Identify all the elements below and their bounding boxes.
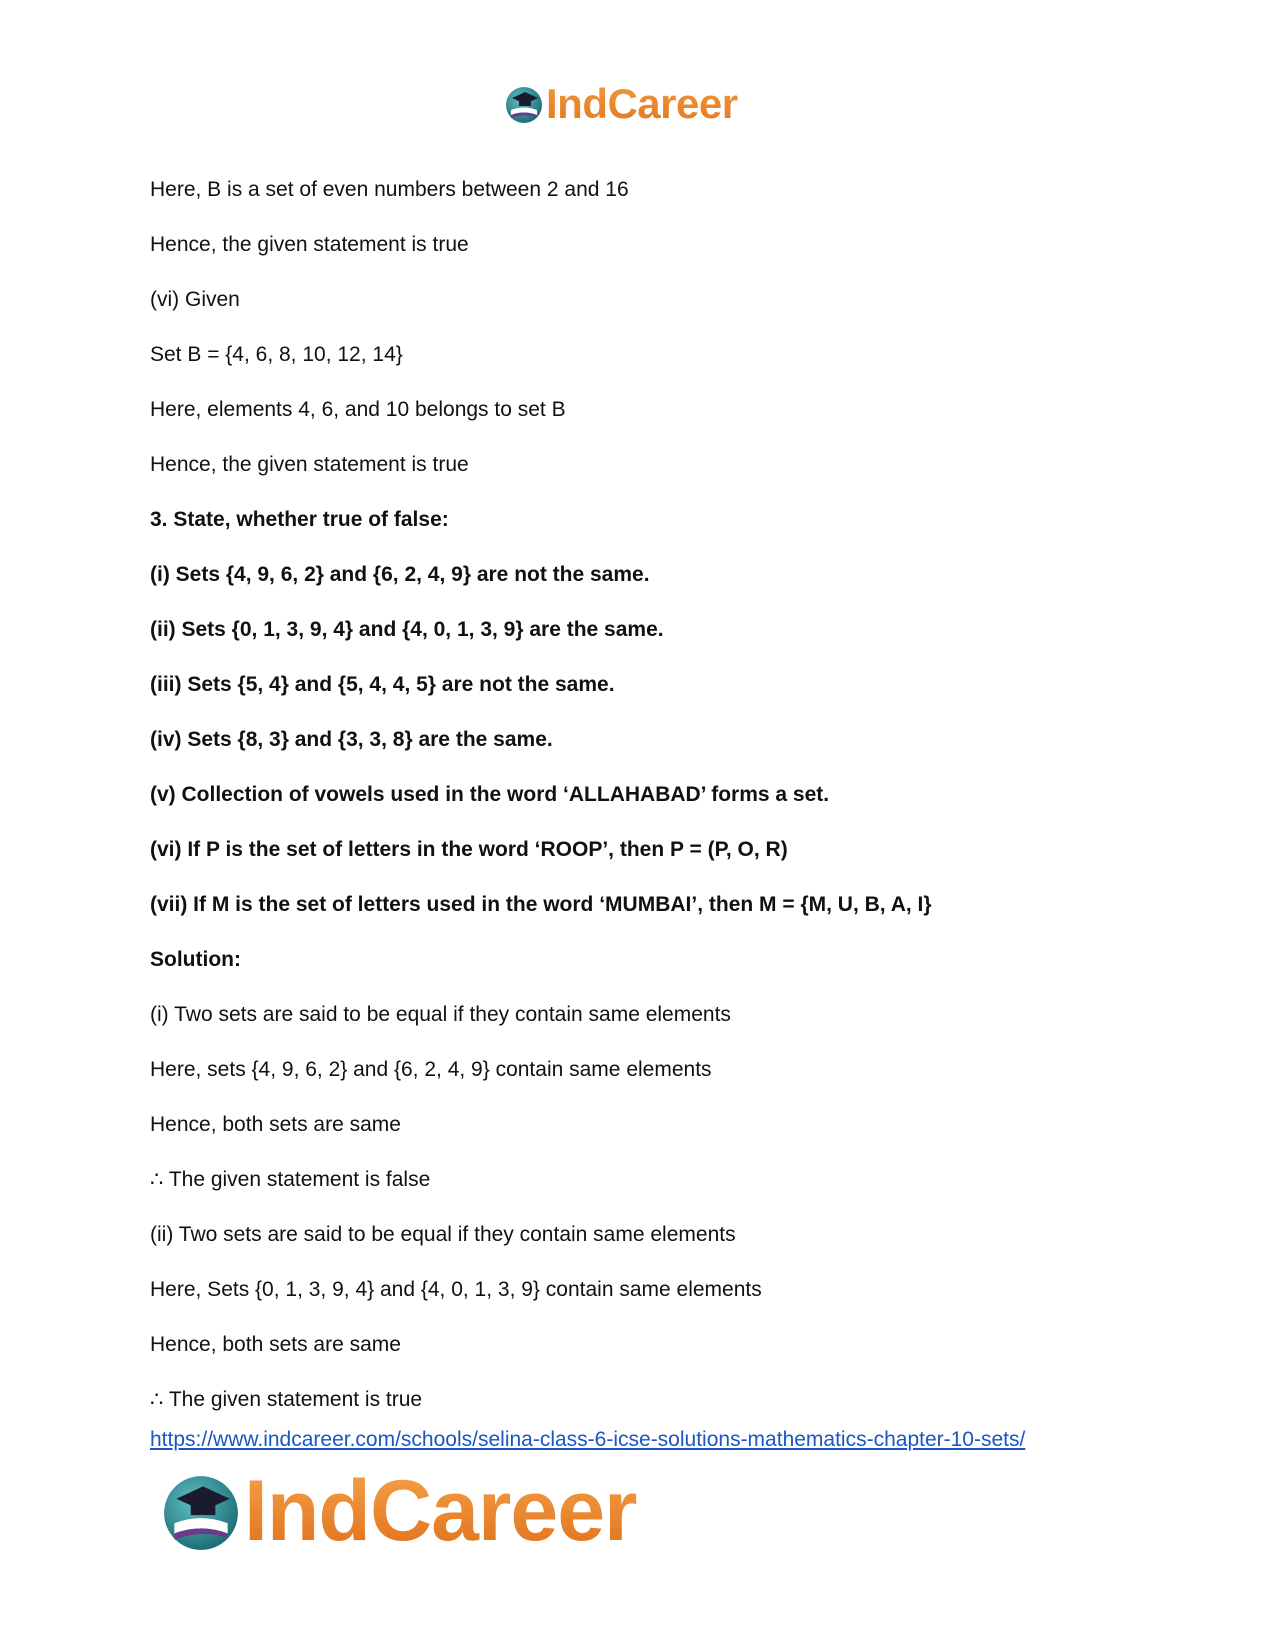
brand-wordmark: IndCareer: [546, 80, 738, 127]
bold-text-line: (vi) If P is the set of letters in the word ‘ROOP’, then P = (P, O, R): [150, 838, 788, 861]
bold-text-line: (ii) Sets {0, 1, 3, 9, 4} and {4, 0, 1, 3, 9} are the same.: [150, 618, 664, 641]
text-line: Hence, both sets are same: [150, 1113, 401, 1136]
bold-text-line: (vii) If M is the set of letters used in the word ‘MUMBAI’, then M = {M, U, B, A, I}: [150, 893, 932, 916]
text-line: Set B = {4, 6, 8, 10, 12, 14}: [150, 343, 403, 366]
globe-graduation-cap-icon: [504, 84, 544, 124]
document-body: [150, 178, 1150, 1443]
text-line: ∴ The given statement is true: [150, 1388, 423, 1411]
bold-text-line: (iv) Sets {8, 3} and {3, 3, 8} are the same.: [150, 728, 553, 751]
text-line: (vi) Given: [150, 288, 240, 311]
text-line: Here, elements 4, 6, and 10 belongs to set B: [150, 398, 566, 421]
source-link[interactable]: https://www.indcareer.com/schools/selina-class-6-icse-solutions-mathematics-chapter-10-sets/: [150, 1428, 1026, 1451]
text-line: Here, sets {4, 9, 6, 2} and {6, 2, 4, 9} contain same elements: [150, 1058, 712, 1081]
text-line: ∴ The given statement is false: [150, 1168, 431, 1191]
bold-text-line: (i) Sets {4, 9, 6, 2} and {6, 2, 4, 9} are not the same.: [150, 563, 650, 586]
text-line: Hence, the given statement is true: [150, 233, 469, 256]
text-line: Hence, the given statement is true: [150, 453, 469, 476]
brand-wordmark: IndCareer: [244, 1463, 637, 1559]
bold-text-line: (iii) Sets {5, 4} and {5, 4, 4, 5} are not the same.: [150, 673, 615, 696]
text-line: Here, Sets {0, 1, 3, 9, 4} and {4, 0, 1, 3, 9} contain same elements: [150, 1278, 762, 1301]
bold-text-line: (v) Collection of vowels used in the word ‘ALLAHABAD’ forms a set.: [150, 783, 830, 806]
globe-graduation-cap-icon: [160, 1470, 242, 1552]
text-line: Hence, both sets are same: [150, 1333, 401, 1356]
text-line: (i) Two sets are said to be equal if they contain same elements: [150, 1003, 731, 1026]
text-line: Here, B is a set of even numbers between 2 and 16: [150, 178, 629, 201]
text-line: (ii) Two sets are said to be equal if they contain same elements: [150, 1223, 736, 1246]
bold-text-line: Solution:: [150, 948, 241, 971]
bold-text-line: 3. State, whether true of false:: [150, 508, 449, 531]
header-logo: [504, 80, 738, 128]
footer-logo: [160, 1463, 637, 1559]
